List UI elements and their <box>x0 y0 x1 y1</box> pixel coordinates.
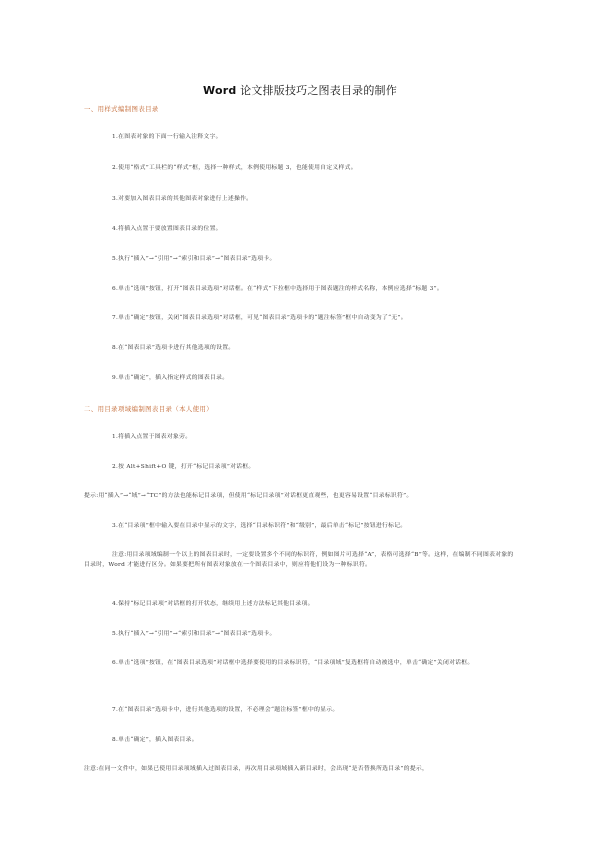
title-rest: 论文排版技巧之图表目录的制作 <box>236 84 397 97</box>
section1-item-3: 3.对要加入图表目录的其他图表对象进行上述操作。 <box>112 196 253 202</box>
section2-item-8: 8.单击“确定”，插入图表目录。 <box>112 737 198 743</box>
section2-note-2: 注意:在同一文件中，如果已使用目录项域插入过图表目录，再次用目录项域插入新目录时，会出现“是否替换所选目录”的提示， <box>84 766 429 772</box>
section1-item-6: 6.单击“选项”按钮，打开“图表目录选项”对话框。在“样式”下拉框中选择用于图表题注的样式名称，本例应选择“标题 3”。 <box>112 286 444 292</box>
section1-item-4: 4.将插入点置于要放置图表目录的位置。 <box>112 226 222 232</box>
section2-item-5: 5.执行“插入”→“引用”→“索引和目录”→“图表目录”选项卡。 <box>112 631 276 637</box>
section1-item-1: 1.在图表对象的下面一行输入注释文字。 <box>112 134 222 140</box>
section1-item-7: 7.单击“确定”按钮，关闭“图表目录选项”对话框，可见“图表目录”选项卡的“题注标签”框中自动变为了“无”。 <box>112 315 407 321</box>
section2-note-1: 注意:用目录项域编制一个以上的图表目录时，一定要设置多个不同的标识符，例如图片可选择“A”，表格可选择“B”等。这样，在编制不同图表对象的目录时，Word 才能进行区分。如果要把所有图表对象放在一个图表目录中，则应将他们设为一种标识符。 <box>84 552 514 568</box>
section2-item-6: 6.单击“选项”按钮，在“图表目录选项”对话框中选择要使用的目录标识符，“目录项域”复选框将自动被选中，单击“确定”关闭对话框。 <box>112 660 474 666</box>
title-word: Word <box>203 84 237 97</box>
section2-item-1: 1.将插入点置于图表对象旁。 <box>112 434 192 440</box>
section1-item-2: 2.使用“格式”工具栏的“样式”框，选择一种样式，本例使用标题 3，也能使用自定义样式。 <box>112 165 357 171</box>
section2-item-2: 2.按 Alt+Shift+O 键，打开“标记目录项”对话框。 <box>112 464 255 470</box>
section2-item-7: 7.在“图表目录”选项卡中，进行其他选项的设置，不必理会“题注标签”框中的显示。 <box>112 707 339 713</box>
section1-item-5: 5.执行“插入”→“引用”→“索引和目录”→“图表目录”选项卡。 <box>112 256 276 262</box>
section1-heading: 一、用样式编制图表目录 <box>84 105 159 113</box>
page-title <box>0 82 600 98</box>
section2-item-3: 3.在“目录项”框中输入要在目录中显示的文字，选择“目录标识符”和“级别”，最后单击“标记”按钮进行标记。 <box>112 523 407 529</box>
section2-heading: 二、用目录项域编制图表目录（本人使用） <box>84 405 214 413</box>
section1-item-8: 8.在“图表目录”选项卡进行其他选项的设置。 <box>112 345 235 351</box>
section1-item-9: 9.单击“确定”，插入指定样式的图表目录。 <box>112 375 229 381</box>
section2-tip: 提示:用“插入”→“域”→“TC”的方法也能标记目录项，但使用“标记目录项”对话框更直观些，也更容易设置“目录标识符”。 <box>84 493 413 499</box>
section2-item-4: 4.保持“标记目录项”对话框的打开状态，继续用上述方法标记其他目录项。 <box>112 601 314 607</box>
